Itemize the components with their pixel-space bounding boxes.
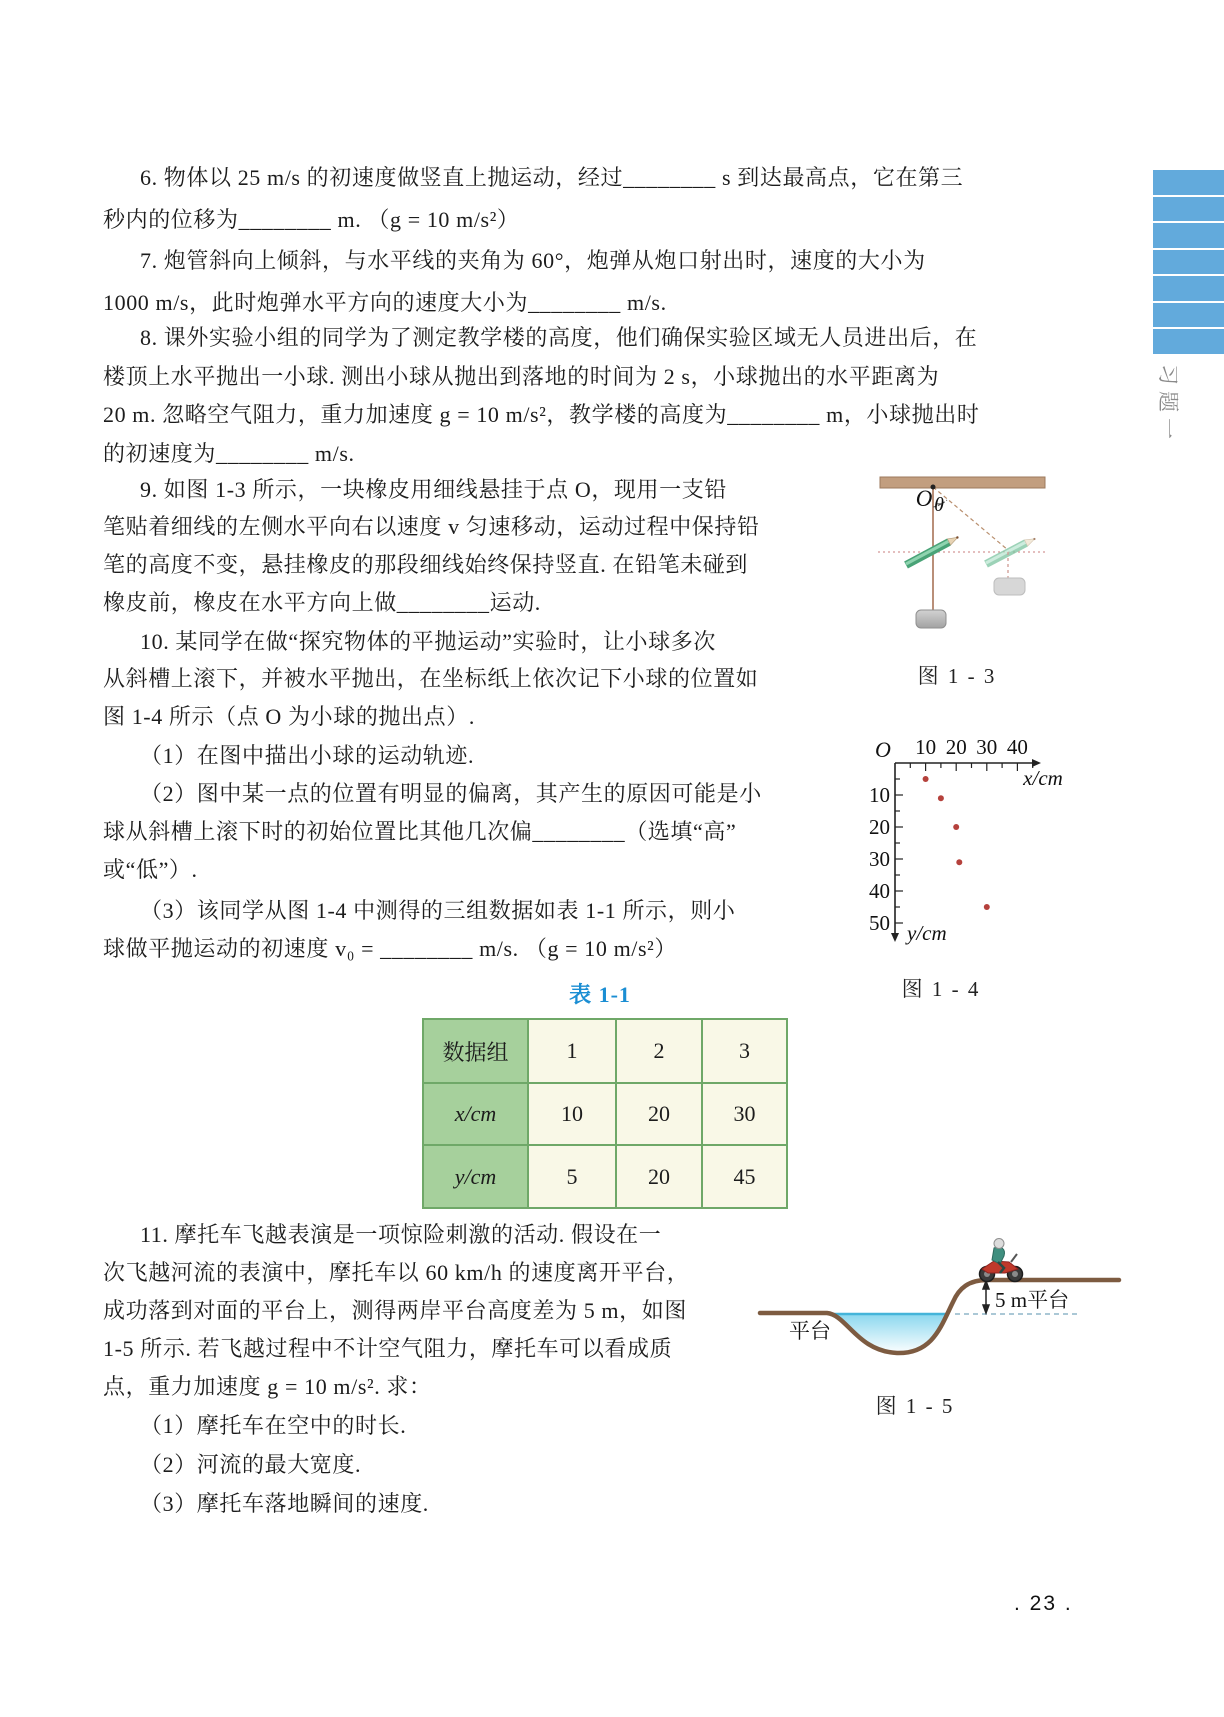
problem-8-line-2: 楼顶上水平抛出一小球. 测出小球从抛出到落地的时间为 2 s，小球抛出的水平距离为 — [103, 364, 940, 389]
table-1-1 — [422, 1018, 788, 1209]
x-tick-labels — [915, 735, 1028, 759]
problem-11-part-2: （2）河流的最大宽度. — [140, 1452, 362, 1477]
table-cell: 30 — [702, 1083, 787, 1145]
origin-label: O — [875, 737, 891, 762]
svg-text:30: 30 — [869, 847, 890, 871]
table-cell: 1 — [528, 1019, 616, 1083]
problem-11-line-1: 11. 摩托车飞越表演是一项惊险刺激的活动. 假设在一 — [140, 1222, 662, 1247]
table-row — [423, 1083, 787, 1145]
table-cell: 3 — [702, 1019, 787, 1083]
svg-text:10: 10 — [915, 735, 937, 759]
chapter-tab — [1153, 276, 1224, 301]
eraser-future — [994, 578, 1025, 595]
chapter-tab — [1153, 223, 1224, 248]
chapter-tab — [1153, 197, 1224, 222]
problem-9-line-4: 橡皮前，橡皮在水平方向上做________运动. — [103, 590, 541, 615]
river-water — [829, 1315, 949, 1351]
problem-7-line-2: 1000 m/s，此时炮弹水平方向的速度大小为________ m/s. — [103, 290, 667, 315]
svg-text:10: 10 — [869, 783, 890, 807]
svg-text:40: 40 — [869, 879, 890, 903]
eraser — [916, 610, 946, 628]
problem-11-line-2: 次飞越河流的表演中，摩托车以 60 km/h 的速度离开平台， — [103, 1260, 690, 1285]
table-cell: 10 — [528, 1083, 616, 1145]
problem-8-line-1: 8. 课外实验小组的同学为了测定教学楼的高度，他们确保实验区域无人员进出后，在 — [140, 325, 978, 350]
x-axis-label: x/cm — [1023, 766, 1063, 790]
chapter-tab — [1153, 250, 1224, 275]
problem-11-line-4: 1-5 所示. 若飞越过程中不计空气阻力，摩托车可以看成质 — [103, 1336, 673, 1361]
pencil-future-icon — [986, 538, 1036, 564]
problem-10-part-3-line-1: （3）该同学从图 1-4 中测得的三组数据如表 1-1 所示，则小 — [140, 898, 736, 923]
table-cell: 5 — [528, 1145, 616, 1208]
table-cell: 20 — [616, 1083, 702, 1145]
y-tick-labels — [869, 783, 890, 935]
x-axis-ticks — [910, 763, 1032, 771]
point-O-label: O — [915, 486, 933, 511]
problem-10-part-1: （1）在图中描出小球的运动轨迹. — [140, 743, 475, 768]
problem-11-part-3: （3）摩托车落地瞬间的速度. — [140, 1491, 429, 1516]
figure-1-5-caption: 图 1 - 5 — [875, 1394, 955, 1418]
height-arrow — [983, 1281, 989, 1313]
motorcycle-icon — [980, 1239, 1023, 1282]
y-axis-arrow — [891, 933, 899, 942]
left-platform-label: 平台 — [789, 1319, 831, 1343]
problem-10-part-2-line-2: 球从斜槽上滚下时的初始位置比其他几次偏________（选填“高” — [103, 819, 737, 844]
problem-11-part-1: （1）摩托车在空中的时长. — [140, 1413, 407, 1438]
problem-6-line-2: 秒内的位移为________ m. （g = 10 m/s²） — [103, 207, 520, 232]
figure-1-5-motorcycle-jump-diagram — [705, 1228, 1124, 1388]
problem-6-line-1: 6. 物体以 25 m/s 的初速度做竖直上抛运动，经过________ s 到达最高点，它在第三 — [140, 165, 964, 190]
svg-text:40: 40 — [1006, 735, 1028, 759]
table-cell: 2 — [616, 1019, 702, 1083]
problem-10-line-2: 从斜槽上滚下，并被水平抛出，在坐标纸上依次记下小球的位置如 — [103, 666, 759, 691]
theta-label: θ — [934, 494, 944, 516]
section-margin-label: 习题一 — [1156, 364, 1180, 445]
table-1-1-title: 表 1-1 — [569, 982, 631, 1007]
chapter-tab — [1153, 170, 1224, 195]
platform-height-label: 5 m平台 — [995, 1288, 1070, 1312]
problem-11-line-3: 成功落到对面的平台上，测得两岸平台高度差为 5 m，如图 — [103, 1298, 687, 1323]
problem-11-line-5: 点，重力加速度 g = 10 m/s². 求： — [103, 1374, 432, 1399]
problem-10-line-3: 图 1-4 所示（点 O 为小球的抛出点）. — [103, 704, 475, 729]
table-header-cell: 数据组 — [423, 1019, 528, 1083]
chapter-tab-bar — [1153, 170, 1224, 354]
ceiling-bar — [880, 477, 1045, 488]
svg-text:20: 20 — [869, 815, 890, 839]
problem-8-line-3: 20 m. 忽略空气阻力，重力加速度 g = 10 m/s²，教学楼的高度为________ m，小球抛出时 — [103, 402, 980, 427]
problem-7-line-1: 7. 炮管斜向上倾斜，与水平线的夹角为 60°，炮弹从炮口射出时，速度的大小为 — [140, 248, 926, 273]
y-axis-ticks — [895, 779, 903, 923]
problem-9-line-3: 笔的高度不变，悬挂橡皮的那段细线始终保持竖直. 在铅笔未碰到 — [103, 552, 749, 577]
table-cell: 45 — [702, 1145, 787, 1208]
chapter-tab — [1153, 303, 1224, 328]
problem-8-line-4: 的初速度为________ m/s. — [103, 441, 355, 466]
figure-1-3-caption: 图 1 - 3 — [917, 664, 997, 688]
table-header-cell: y/cm — [423, 1145, 528, 1208]
svg-text:20: 20 — [945, 735, 967, 759]
data-points — [923, 776, 990, 910]
problem-9-line-1: 9. 如图 1-3 所示，一块橡皮用细线悬挂于点 O，现用一支铅 — [140, 477, 727, 502]
y-axis-label: y/cm — [907, 921, 947, 945]
problem-10-part-2-line-3: 或“低”）. — [103, 857, 198, 882]
page-number: . 23 . — [1014, 1592, 1073, 1615]
table-row — [423, 1019, 787, 1083]
svg-text:50: 50 — [869, 911, 890, 935]
problem-10-part-2-line-1: （2）图中某一点的位置有明显的偏离，其产生的原因可能是小 — [140, 781, 762, 806]
chapter-tab — [1153, 329, 1224, 354]
figure-1-3-eraser-string-diagram — [858, 430, 1068, 635]
table-cell: 20 — [616, 1145, 702, 1208]
problem-10-line-1: 10. 某同学在做“探究物体的平抛运动”实验时，让小球多次 — [140, 629, 716, 654]
pencil-icon — [906, 536, 959, 565]
problem-10-part-3-line-2: 球做平抛运动的初速度 v₀ = ________ m/s. （g = 10 m/s²） — [103, 936, 677, 961]
problem-9-line-2: 笔贴着细线的左侧水平向右以速度 v 匀速移动，运动过程中保持铅 — [103, 514, 760, 539]
figure-1-4-caption: 图 1 - 4 — [901, 977, 981, 1001]
svg-text:30: 30 — [976, 735, 998, 759]
table-header-cell: x/cm — [423, 1083, 528, 1145]
figure-1-4-projectile-graph — [856, 733, 1071, 985]
table-row — [423, 1145, 787, 1208]
